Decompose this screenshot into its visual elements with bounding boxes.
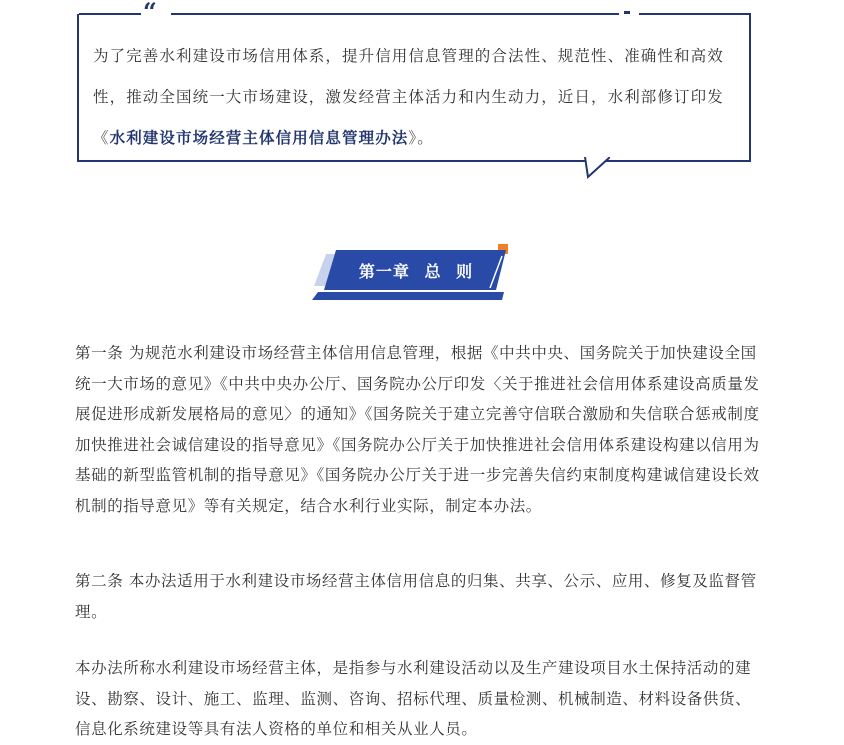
box-top-border: [79, 13, 141, 15]
dash-icon: [624, 11, 630, 14]
article-2-paragraph: 第二条 本办法适用于水利建设市场经营主体信用信息的归集、共享、公示、应用、修复及监督管理。: [75, 572, 757, 621]
chapter-banner: [312, 244, 508, 300]
box-top-border: [639, 13, 751, 15]
intro-quote-box: [77, 0, 751, 162]
quote-mark-icon: “: [143, 0, 157, 26]
intro-text-before: 为了完善水利建设市场信用体系，提升信用信息管理的合法性、规范性、准确性和高效性，推动全国统一大市场建设，激发经营主体活力和内生动力，近日，水利部修订印发《: [93, 47, 724, 147]
article-1-paragraph: 第一条 为规范水利建设市场经营主体信用信息管理，根据《中共中央、国务院关于加快建设全国统一大市场的意见》《中共中央办公厅、国务院办公厅印发〈关于推进社会信用体系建设高质量发展促进形成新发展格局的意见〉的通知》《国务院关于建立完善守信联合激励和失信联合惩戒制度加快推进社会诚信建设的指导意见》《国务院办公厅关于加快推进社会信用体系建设构建以信用为基础的新型监管机制的指导意见》《国务院办公厅关于进一步完善失信约束制度构建诚信建设长效机制的指导意见》等有关规定，结合水利行业实际，制定本办法。: [75, 344, 760, 515]
box-top-border: [171, 13, 619, 15]
intro-text: [93, 36, 743, 159]
article-2-definition-paragraph: 本办法所称水利建设市场经营主体，是指参与水利建设活动以及生产建设项目水土保持活动的建设、勘察、设计、施工、监理、监测、咨询、招标代理、质量检测、机械制造、材料设备供货、信息化系统建设等具有法人资格的单位和相关从业人员。: [75, 659, 752, 738]
intro-text-after: 》。: [408, 129, 434, 147]
intro-document-title: 水利建设市场经营主体信用信息管理办法: [109, 129, 409, 147]
chapter-title: 第一章 总 则: [358, 262, 474, 281]
